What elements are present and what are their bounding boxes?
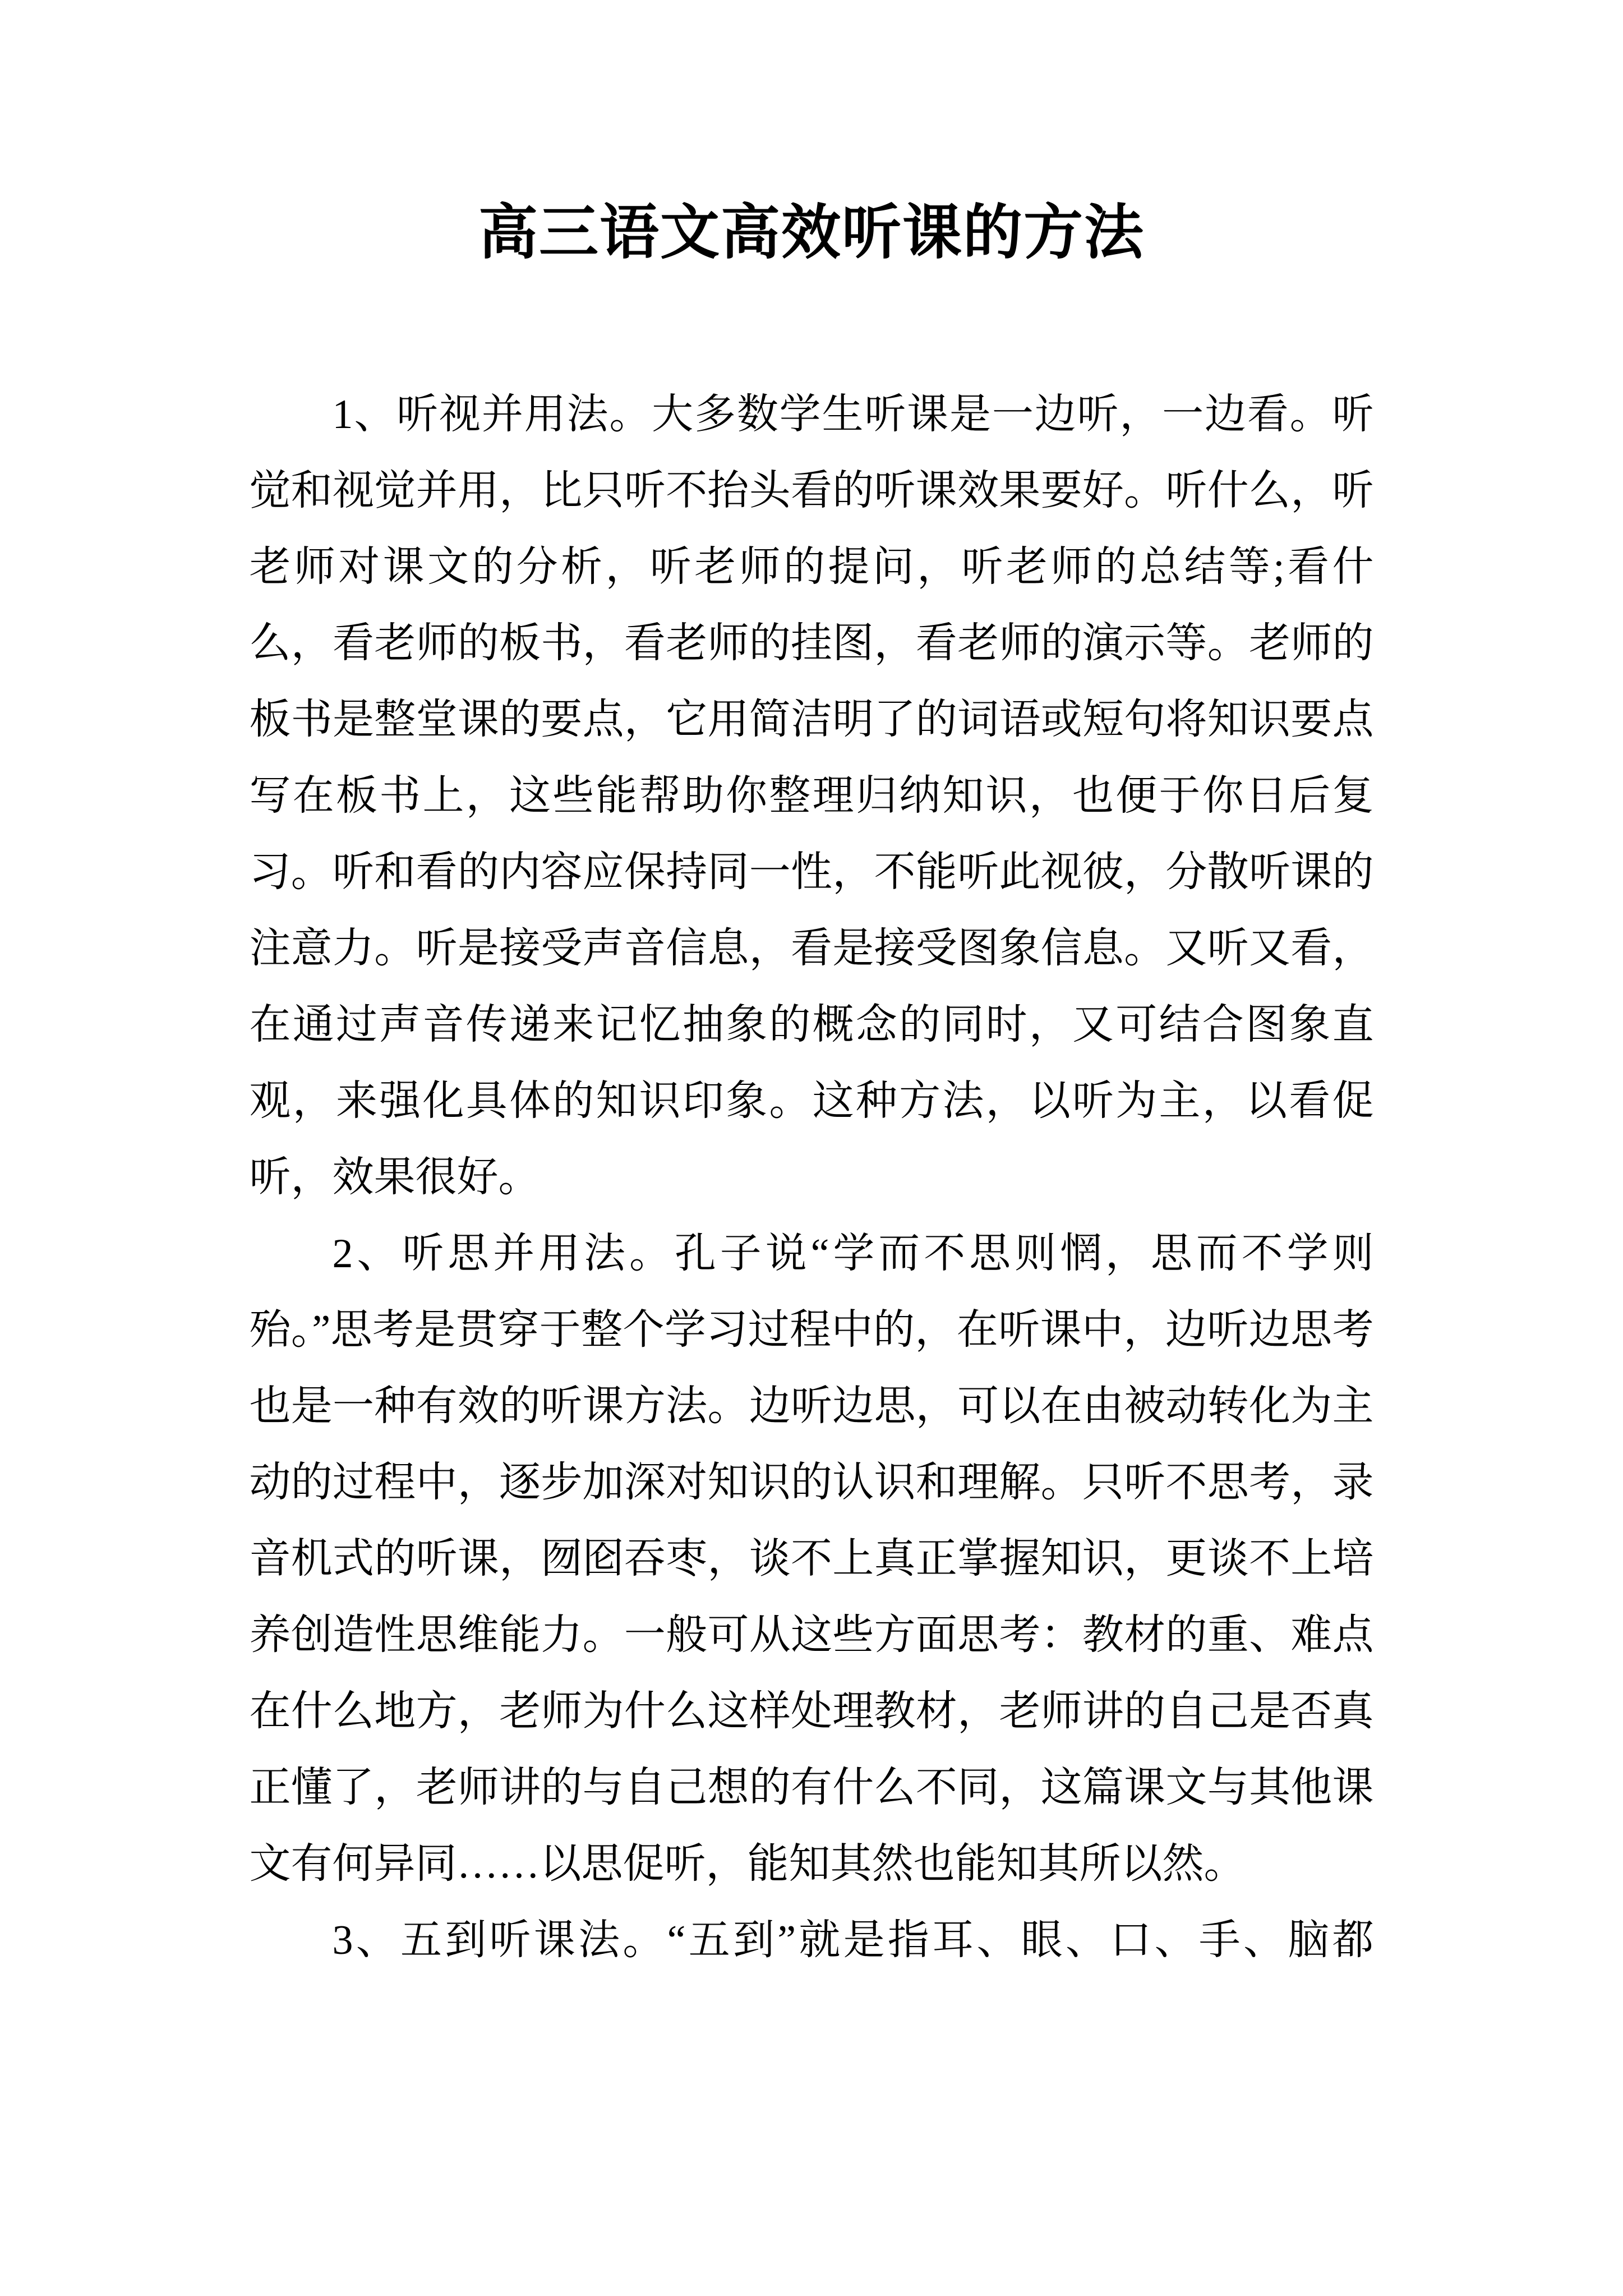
paragraph-listen-think-method: 2、听思并用法。孔子说“学而不思则惘，思而不学则殆。”思考是贯穿于整个学习过程中的，在听课中，边听边思考也是一种有效的听课方法。边听边思，可以在由被动转化为主动的过程中，逐步加深对知识的认识和理解。只听不思考，录音机式的听课，囫囵吞枣，谈不上真正掌握知识，更谈不上培养创造性思维能力。一般可从这些方面思考：教材的重、难点在什么地方，老师为什么这样处理教材，老师讲的自己是否真正懂了，老师讲的与自己想的有什么不同，这篇课文与其他课文有何异同……以思促听，能知其然也能知其所以然。 <box>249 1230 1374 1887</box>
paragraph-five-arrivals-method: 3、五到听课法。“五到”就是指耳、眼、口、手、脑都 <box>332 1917 1374 1963</box>
document-title: 高三语文高效听课的方法 <box>478 200 1145 266</box>
paragraph-listen-watch-method: 1、听视并用法。大多数学生听课是一边听，一边看。听觉和视觉并用，比只听不抬头看的听课效果要好。听什么，听老师对课文的分析，听老师的提问，听老师的总结等;看什么，看老师的板书，看老师的挂图，看老师的演示等。老师的板书是整堂课的要点，它用简洁明了的词语或短句将知识要点写在板书上，这些能帮助你整理归纳知识，也便于你日后复习。听和看的内容应保持同一性，不能听此视彼，分散听课的注意力。听是接受声音信息，看是接受图象信息。又听又看，在通过声音传递来记忆抽象的概念的同时，又可结合图象直观，来强化具体的知识印象。这种方法，以听为主，以看促听，效果很好。 <box>249 391 1374 1200</box>
document-body <box>250 376 1374 1978</box>
